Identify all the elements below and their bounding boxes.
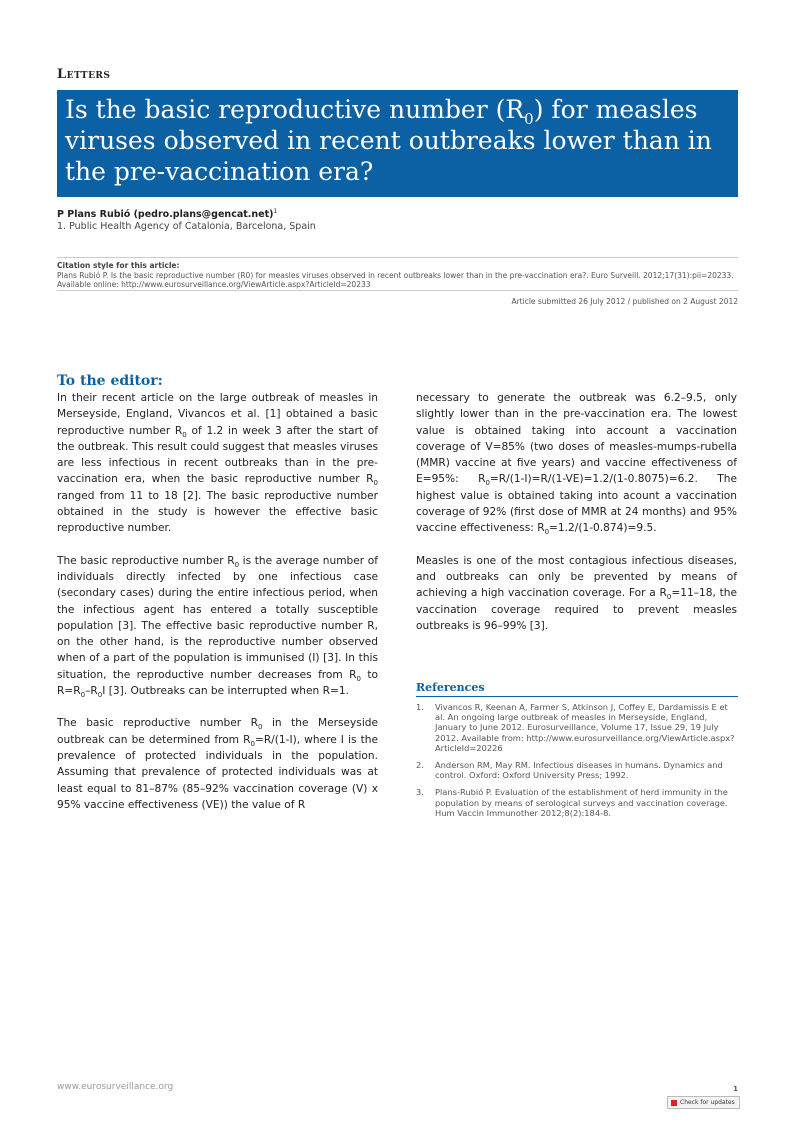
- paragraph-3: The basic reproductive number $R_0$ in the Merseyside outbreak can be determined from $R_0=R/(1-I)$, where I is the prevalence of protected individuals in the population. Assuming that prevalence of protected individuals was at least equal to 81–87% (85–92% vaccination coverage (V) x 95% vaccine effectiveness (VE)) the value of R: [57, 717, 379, 811]
- references-list: [416, 702, 738, 825]
- check-for-updates-label: Check for updates: [680, 1099, 735, 1106]
- footer-url[interactable]: www.eurosurveillance.org: [57, 1082, 174, 1092]
- update-icon: [671, 1100, 677, 1106]
- section-label: Letters: [57, 67, 111, 82]
- title-banner: [57, 90, 738, 197]
- paragraph-4: Measles is one of the most contagious infectious diseases, and outbreaks can only be prevented by means of achieving a high vaccination coverage. For a $R_0=11-18$, the vaccination coverage required to prevent measles outbreaks is 96–99% [3].: [416, 554, 737, 632]
- body-column-left: [57, 390, 379, 811]
- divider: [57, 290, 738, 291]
- citation-box: [57, 257, 738, 290]
- author-affiliation: 1. Public Health Agency of Catalonia, Barcelona, Spain: [57, 221, 316, 232]
- citation-label: Citation style for this article:: [57, 261, 180, 270]
- page-number: 1: [733, 1085, 738, 1093]
- paragraph-1: In their recent article on the large outbreak of measles in Merseyside, England, Vivancos et al. [1] obtained a basic reproductive number $R_0$ of 1.2 in week 3 after the start of the outbreak. This result could suggest that measles viruses are less infectious in recent outbreaks than in the pre-vaccination era, when the basic reproductive number $R_0$ ranged from 11 to 18 [2]. The basic reproductive number obtained in the study is however the effective basic reproductive number.: [57, 392, 378, 535]
- check-for-updates-button[interactable]: [667, 1096, 740, 1109]
- reference-item: 3. Plans-Rubió P. Evaluation of the establishment of herd immunity in the population by means of serological surveys and vaccination coverage. Hum Vaccin Immunother 2012;8(2):184-8.: [416, 787, 728, 818]
- body-column-right: [416, 390, 737, 650]
- reference-item: 1. Vivancos R, Keenan A, Farmer S, Atkinson J, Coffey E, Dardamissis E et al. An ongoing large outbreak of measles in Merseyside, England, January to June 2012. Eurosurveillance, Volume 17, Issue 29, 19 July 2012. Available from: http://www.eurosurveillance.org/ViewArticle.aspx?ArticleId=20226: [416, 702, 735, 753]
- author-line: P Plans Rubió (pedro.plans@gencat.net)$^1$: [57, 208, 278, 221]
- references-divider: [416, 696, 738, 697]
- reference-item: 2. Anderson RM, May RM. Infectious diseases in humans. Dynamics and control. Oxford: Oxford University Press; 1992.: [416, 760, 723, 781]
- submission-dates: Article submitted 26 July 2012 / published on 2 August 2012: [511, 297, 738, 306]
- article-title: Is the basic reproductive number $(R_0)$ for measles viruses observed in recent outbreaks lower than in the pre-vaccination era?: [65, 95, 712, 186]
- paragraph-3-continued: necessary to generate the outbreak was 6.2–9.5, only slightly lower than in the pre-vaccination era. The lowest value is obtained taking into account a vaccination coverage of V=85% (two doses of measles-mumps-rubella (MMR) vaccine at five years) and vaccine effectiveness of E=95%: $R_0=R/(1-I)=R/(1-VE)=1.2/(1-0.8075)=6.2$. The highest value is obtained taking into acount a vaccination coverage of 92% (first dose of MMR at 24 months) and 95% vaccine effectiveness: $R_0=1.2/(1-0.874)=9.5$.: [416, 392, 737, 537]
- editor-heading: To the editor:: [57, 373, 163, 389]
- paragraph-2: The basic reproductive number $R_0$ is the average number of individuals directly infected by one infectious case (secondary cases) during the entire infectious period, when the infectious agent has entered a totally susceptible population [3]. The effective basic reproductive number R, on the other hand, is the reproductive number observed when of a part of the population is immunised (I) [3]. In this situation, the reproductive number decreases from $R_0$ to $R=R_0-R_0I$ [3]. Outbreaks can be interrupted when R=1.: [57, 554, 378, 700]
- references-heading: References: [416, 681, 485, 694]
- citation-text: Plans Rubió P. Is the basic reproductive number (R0) for measles viruses observed in recent outbreaks lower than in the pre-vaccination era?. Euro Surveill. 2012;17(31):pii=20233. Available online: http://www.eurosurveillance.org/ViewArticle.aspx?ArticleId=20233: [57, 270, 734, 289]
